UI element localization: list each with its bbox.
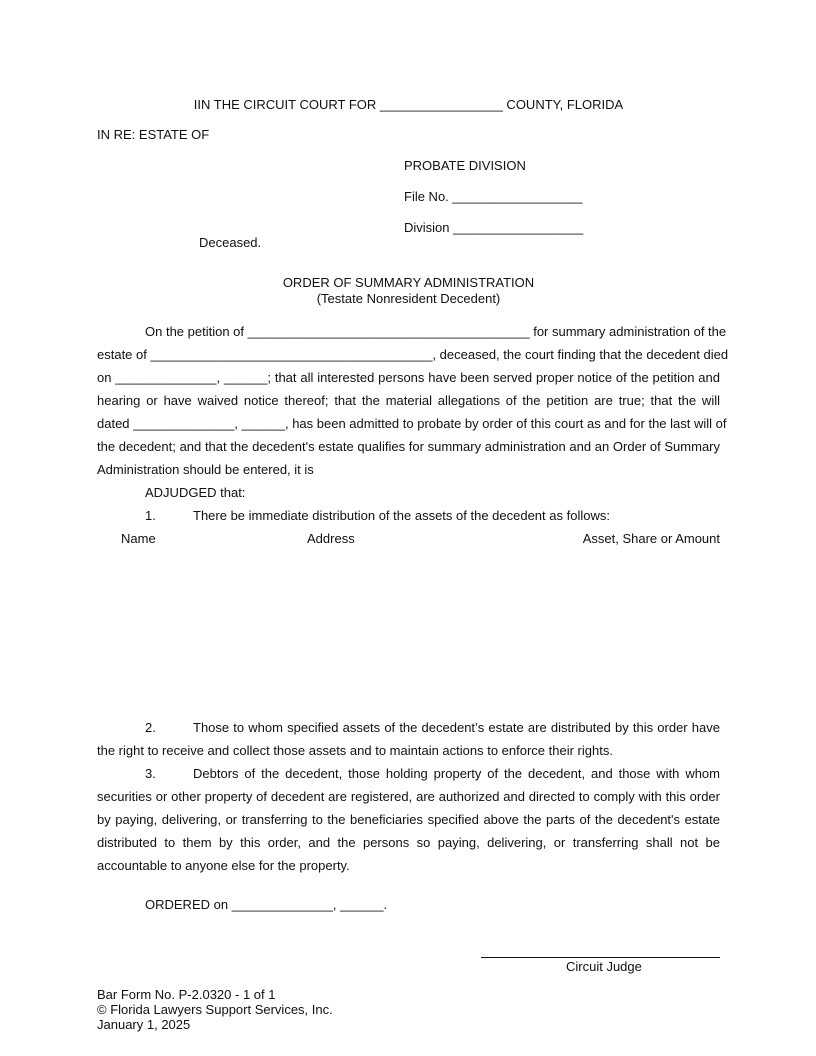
item-number: 2. (145, 720, 156, 735)
footer-date: January 1, 2025 (97, 1017, 191, 1032)
paragraph-line: on ______________, ______; that all interested persons have been served proper notice of the petition and (97, 370, 720, 385)
court-heading: IIN THE CIRCUIT COURT FOR _________________ COUNTY, FLORIDA (193, 97, 624, 112)
item-text: by paying, delivering, or transferring to the beneficiaries specified above the parts of the decedent's estate (97, 812, 720, 827)
item-text: securities or other property of decedent are registered, are authorized and directed to comply with this order (97, 789, 720, 804)
paragraph-line: dated ______________, ______, has been admitted to probate by order of this court as and for the last will of (97, 416, 727, 431)
column-header-address: Address (307, 531, 355, 546)
signature-line (481, 957, 720, 958)
column-header-name: Name (121, 531, 156, 546)
deceased-label: Deceased. (199, 235, 262, 250)
paragraph-line: the decedent; and that the decedent's estate qualifies for summary administration and an Order of Summary (97, 439, 720, 454)
item-number: 3. (145, 766, 156, 781)
item-text: distributed to them by this order, and the persons so paying, delivering, or transferring shall not be (97, 835, 720, 850)
in-re-label: IN RE: ESTATE OF (97, 127, 210, 142)
item-text: Debtors of the decedent, those holding property of the decedent, and those with whom (193, 766, 720, 781)
order-subtitle: (Testate Nonresident Decedent) (316, 291, 501, 306)
file-number-field: File No. __________________ (404, 189, 583, 204)
paragraph-line: On the petition of _______________________________________ for summary administration of the (145, 324, 727, 339)
order-title: ORDER OF SUMMARY ADMINISTRATION (282, 275, 535, 290)
signature-label: Circuit Judge (566, 959, 642, 974)
paragraph-line: hearing or have waived notice thereof; that the material allegations of the petition are true; that the will (97, 393, 720, 408)
item-text: There be immediate distribution of the assets of the decedent as follows: (193, 508, 610, 523)
division-heading: PROBATE DIVISION (404, 158, 526, 173)
footer-form-number: Bar Form No. P-2.0320 - 1 of 1 (97, 987, 276, 1002)
paragraph-line: Administration should be entered, it is (97, 462, 314, 477)
adjudged-label: ADJUDGED that: (145, 485, 246, 500)
item-text: Those to whom specified assets of the decedent’s estate are distributed by this order have (193, 720, 720, 735)
footer-copyright: © Florida Lawyers Support Services, Inc. (97, 1002, 333, 1017)
item-text: the right to receive and collect those assets and to maintain actions to enforce their rights. (97, 743, 613, 758)
division-field: Division __________________ (404, 220, 584, 235)
paragraph-line: estate of _______________________________________, deceased, the court finding that the decedent died (97, 347, 729, 362)
item-text: accountable to anyone else for the property. (97, 858, 350, 873)
item-number: 1. (145, 508, 156, 523)
ordered-line: ORDERED on ______________, ______. (145, 897, 388, 912)
column-header-asset: Asset, Share or Amount (582, 531, 720, 546)
